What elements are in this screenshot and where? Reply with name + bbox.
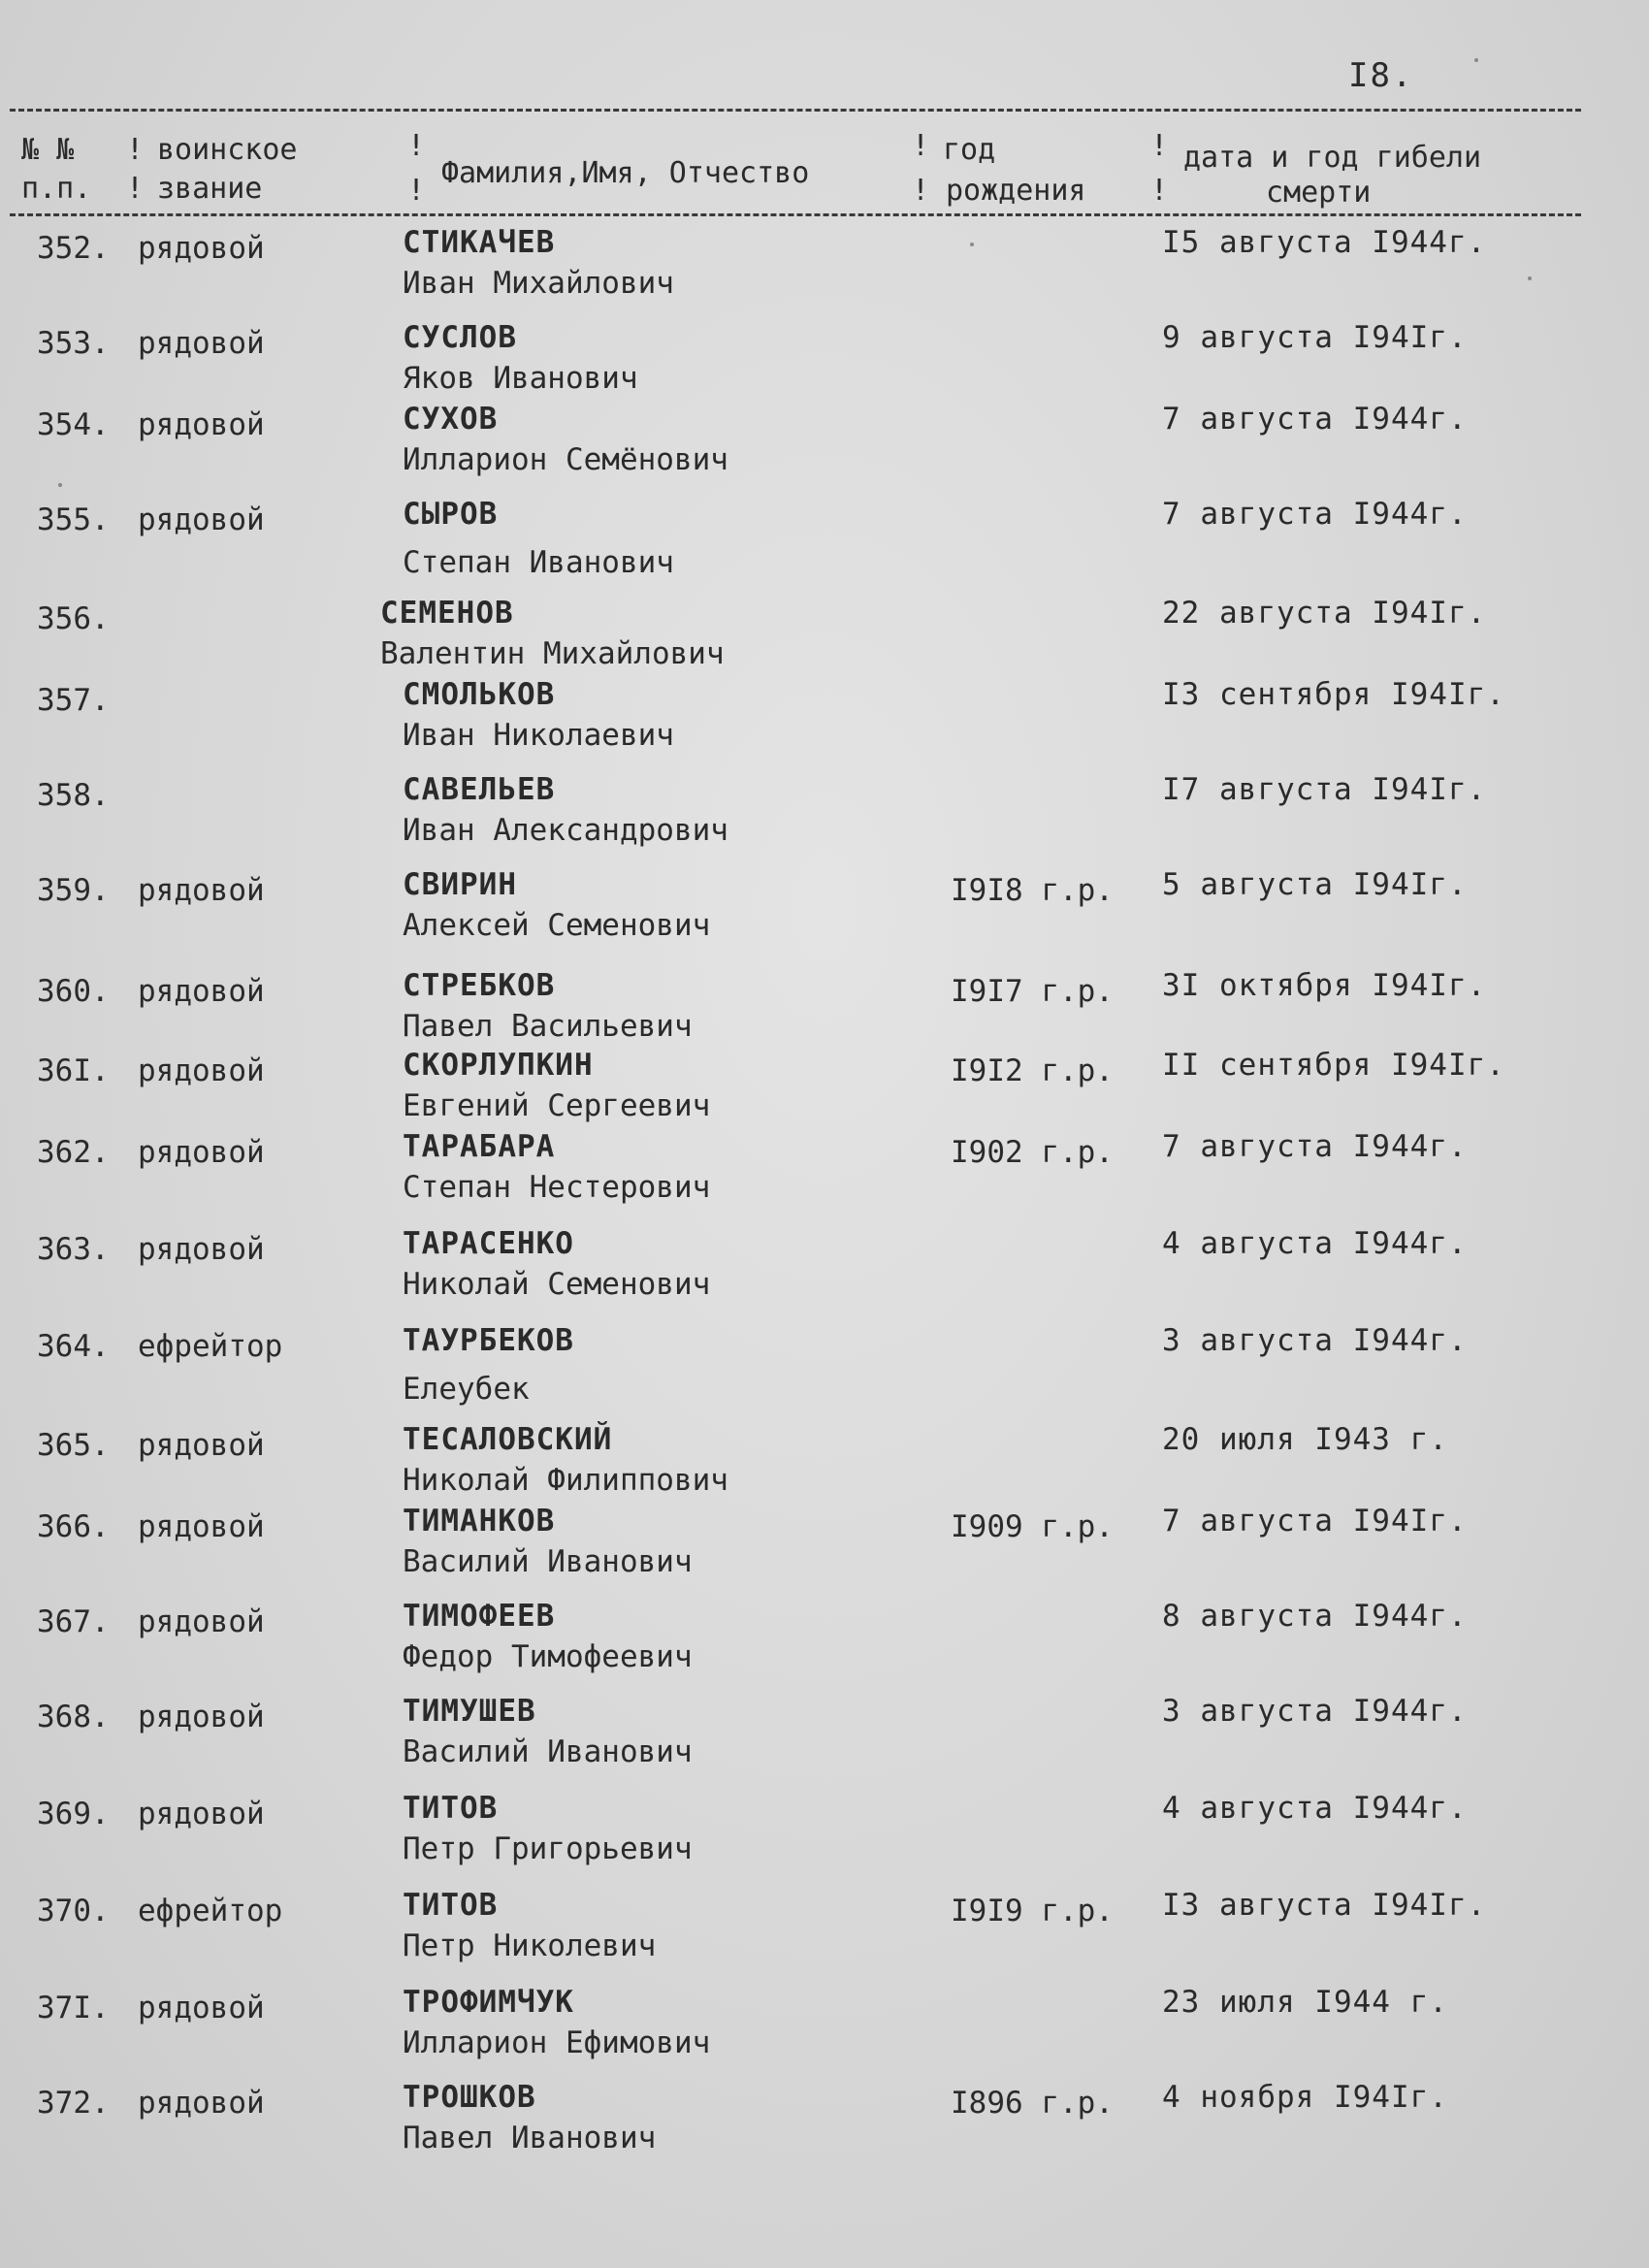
record-death-date: 3 августа I944г.	[1162, 1694, 1468, 1729]
record-given-name: Федор Тимофеевич	[403, 1639, 693, 1674]
record-surname: СУСЛОВ	[403, 320, 517, 355]
record-row	[0, 225, 1649, 322]
header-num-line2: п.п.	[21, 172, 92, 206]
record-death-date: 3I октября I94Iг.	[1162, 968, 1487, 1003]
record-death-date: 7 августа I944г.	[1162, 1129, 1468, 1164]
record-death-date: 4 августа I944г.	[1162, 1226, 1468, 1261]
record-death-date: 4 ноября I94Iг.	[1162, 2080, 1448, 2115]
record-rank: рядовой	[138, 1991, 265, 2025]
record-given-name: Иван Михайлович	[403, 266, 674, 301]
record-row	[0, 1226, 1649, 1323]
record-number: 367.	[37, 1604, 110, 1639]
record-rank: рядовой	[138, 231, 265, 266]
record-given-name: Яков Иванович	[403, 361, 638, 396]
record-surname: ТИМУШЕВ	[403, 1694, 536, 1729]
record-number: 372.	[37, 2086, 110, 2121]
record-given-name: Степан Нестерович	[403, 1170, 711, 1205]
record-death-date: II сентября I94Iг.	[1162, 1048, 1505, 1083]
record-birth-year: I9I8 г.р.	[951, 873, 1114, 908]
record-number: 357.	[37, 683, 110, 718]
record-given-name: Николай Филиппович	[403, 1463, 728, 1498]
record-given-name: Петр Николевич	[403, 1928, 657, 1963]
record-row	[0, 1504, 1649, 1601]
record-death-date: 22 августа I94Iг.	[1162, 596, 1487, 631]
record-rank: рядовой	[138, 1053, 265, 1088]
scan-speck	[1474, 58, 1478, 62]
header-death-line1: дата и год гибели	[1183, 141, 1482, 175]
record-number: 364.	[37, 1329, 110, 1364]
record-rank: рядовой	[138, 326, 265, 361]
record-surname: ТИТОВ	[403, 1888, 499, 1923]
record-surname: ТИМОФЕЕВ	[403, 1599, 556, 1634]
record-rank: ефрейтор	[138, 1329, 283, 1364]
record-number: 352.	[37, 231, 110, 266]
record-death-date: 4 августа I944г.	[1162, 1791, 1468, 1826]
header-separator: !	[912, 174, 930, 208]
header-separator: !	[126, 133, 145, 167]
record-number: 370.	[37, 1894, 110, 1928]
record-given-name: Илларион Ефимович	[403, 2025, 711, 2060]
header-rank-line1: воинское	[157, 133, 298, 167]
record-surname: СУХОВ	[403, 402, 499, 437]
header-birth-line2: рождения	[946, 174, 1086, 208]
record-rank: рядовой	[138, 873, 265, 908]
record-death-date: 23 июля I944 г.	[1162, 1985, 1448, 2020]
record-surname: СКОРЛУПКИН	[403, 1048, 594, 1083]
record-rank: ефрейтор	[138, 1894, 283, 1928]
record-given-name: Елеубек	[403, 1372, 530, 1407]
record-rank: рядовой	[138, 1604, 265, 1639]
record-row	[0, 1599, 1649, 1696]
record-row	[0, 497, 1649, 594]
record-birth-year: I9I7 г.р.	[951, 974, 1114, 1009]
record-death-date: 7 августа I944г.	[1162, 497, 1468, 532]
record-given-name: Валентин Михайлович	[380, 636, 725, 671]
record-number: 368.	[37, 1700, 110, 1734]
record-number: 356.	[37, 601, 110, 636]
record-death-date: 3 августа I944г.	[1162, 1323, 1468, 1358]
record-row	[0, 772, 1649, 869]
record-surname: СТРЕБКОВ	[403, 968, 556, 1003]
record-row	[0, 1694, 1649, 1791]
header-separator: !	[912, 129, 930, 163]
record-number: 366.	[37, 1509, 110, 1544]
record-number: 362.	[37, 1135, 110, 1170]
record-given-name: Евгений Сергеевич	[403, 1088, 711, 1123]
header-separator: !	[1150, 129, 1169, 163]
record-rank: рядовой	[138, 1232, 265, 1267]
record-given-name: Степан Иванович	[403, 545, 674, 580]
page-number: I8.	[1348, 56, 1414, 95]
header-num-line1: № №	[21, 133, 75, 167]
record-surname: СТИКАЧЕВ	[403, 225, 556, 260]
record-given-name: Илларион Семёнович	[403, 442, 728, 477]
record-number: 37I.	[37, 1991, 110, 2025]
record-rank: рядовой	[138, 2086, 265, 2121]
record-row	[0, 1129, 1649, 1226]
record-given-name: Павел Васильевич	[403, 1009, 693, 1044]
record-given-name: Иван Александрович	[403, 813, 728, 848]
record-rank: рядовой	[138, 407, 265, 442]
record-number: 358.	[37, 778, 110, 813]
record-number: 360.	[37, 974, 110, 1009]
header-separator: !	[126, 172, 145, 206]
record-death-date: I3 сентября I94Iг.	[1162, 677, 1505, 712]
record-surname: ТАРАБАРА	[403, 1129, 556, 1164]
record-rank: рядовой	[138, 1135, 265, 1170]
record-birth-year: I9I9 г.р.	[951, 1894, 1114, 1928]
record-death-date: 7 августа I944г.	[1162, 402, 1468, 437]
header-birth-line1: год	[943, 133, 996, 167]
record-given-name: Николай Семенович	[403, 1267, 711, 1302]
record-number: 369.	[37, 1797, 110, 1831]
record-surname: ТИТОВ	[403, 1791, 499, 1826]
record-birth-year: I896 г.р.	[951, 2086, 1114, 2121]
record-surname: ТЕСАЛОВСКИЙ	[403, 1422, 613, 1457]
record-number: 355.	[37, 502, 110, 537]
record-row	[0, 2080, 1649, 2177]
record-given-name: Петр Григорьевич	[403, 1831, 693, 1866]
record-surname: СМОЛЬКОВ	[403, 677, 556, 712]
record-birth-year: I909 г.р.	[951, 1509, 1114, 1544]
record-surname: СВИРИН	[403, 867, 517, 902]
record-row	[0, 1323, 1649, 1420]
record-surname: ТРОФИМЧУК	[403, 1985, 574, 2020]
record-given-name: Алексей Семенович	[403, 908, 711, 943]
record-row	[0, 402, 1649, 499]
record-number: 365.	[37, 1428, 110, 1463]
header-separator: !	[407, 129, 426, 163]
record-surname: ТРОШКОВ	[403, 2080, 536, 2115]
record-row	[0, 1791, 1649, 1888]
record-surname: ТАУРБЕКОВ	[403, 1323, 574, 1358]
record-death-date: I7 августа I94Iг.	[1162, 772, 1487, 807]
record-number: 36I.	[37, 1053, 110, 1088]
header-death-line2: смерти	[1266, 176, 1372, 210]
record-death-date: 5 августа I94Iг.	[1162, 867, 1468, 902]
record-rank: рядовой	[138, 1509, 265, 1544]
record-rank: рядовой	[138, 974, 265, 1009]
record-death-date: I5 августа I944г.	[1162, 225, 1487, 260]
scan-speck	[1528, 276, 1532, 280]
record-row	[0, 677, 1649, 774]
record-rank: рядовой	[138, 1428, 265, 1463]
record-rank: рядовой	[138, 1797, 265, 1831]
record-surname: СЫРОВ	[403, 497, 499, 532]
record-given-name: Иван Николаевич	[403, 718, 674, 753]
record-surname: ТИМАНКОВ	[403, 1504, 556, 1539]
record-number: 363.	[37, 1232, 110, 1267]
record-given-name: Павел Иванович	[403, 2121, 657, 2155]
record-rank: рядовой	[138, 502, 265, 537]
record-birth-year: I9I2 г.р.	[951, 1053, 1114, 1088]
header-top-rule	[10, 109, 1581, 112]
record-birth-year: I902 г.р.	[951, 1135, 1114, 1170]
record-given-name: Василий Иванович	[403, 1734, 693, 1769]
header-bottom-rule	[10, 213, 1581, 216]
record-number: 353.	[37, 326, 110, 361]
scan-speck	[58, 483, 62, 487]
record-row	[0, 1888, 1649, 1985]
record-number: 359.	[37, 873, 110, 908]
record-death-date: 9 августа I94Iг.	[1162, 320, 1468, 355]
header-separator: !	[1150, 174, 1169, 208]
record-death-date: 8 августа I944г.	[1162, 1599, 1468, 1634]
record-given-name: Василий Иванович	[403, 1544, 693, 1579]
record-surname: САВЕЛЬЕВ	[403, 772, 556, 807]
header-name: Фамилия,Имя, Отчество	[441, 156, 810, 190]
header-rank-line2: звание	[157, 172, 263, 206]
header-separator: !	[407, 174, 426, 208]
record-rank: рядовой	[138, 1700, 265, 1734]
record-death-date: I3 августа I94Iг.	[1162, 1888, 1487, 1923]
record-surname: СЕМЕНОВ	[380, 596, 514, 631]
record-death-date: 7 августа I94Iг.	[1162, 1504, 1468, 1539]
record-number: 354.	[37, 407, 110, 442]
record-surname: ТАРАСЕНКО	[403, 1226, 574, 1261]
scan-speck	[970, 243, 974, 246]
record-row	[0, 867, 1649, 964]
record-death-date: 20 июля I943 г.	[1162, 1422, 1448, 1457]
record-row	[0, 1985, 1649, 2082]
